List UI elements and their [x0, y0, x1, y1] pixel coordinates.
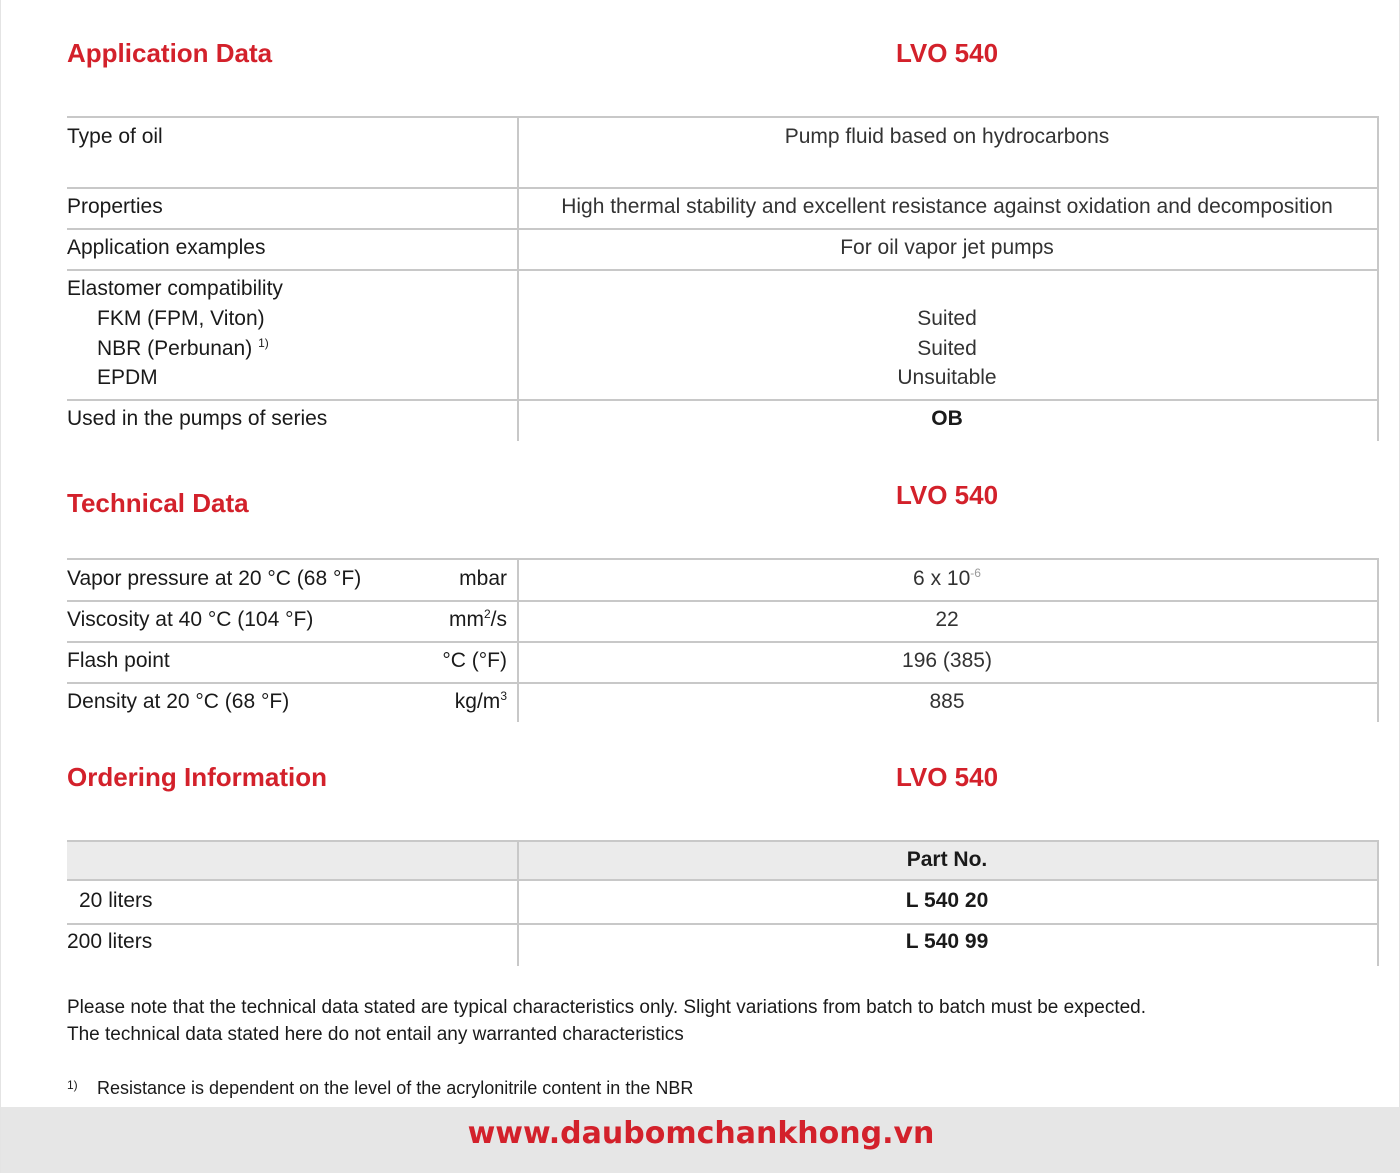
viscosity-unit-base: mm: [448, 608, 484, 631]
nbr-value: Suited: [917, 337, 977, 360]
density-label: Density at 20 °C (68 °F): [67, 690, 290, 713]
table-edge: [1377, 558, 1379, 722]
table-edge: [1377, 840, 1379, 966]
flash-point-unit: °C (°F): [442, 649, 507, 672]
table-rule: [67, 840, 1379, 842]
table-rule: [67, 923, 1379, 925]
properties-value: High thermal stability and excellent resistance against oxidation and decomposition: [561, 195, 1333, 218]
viscosity-unit: [449, 608, 507, 632]
vapor-pressure-base: 6 x 10: [913, 567, 971, 590]
part-no-header: Part No.: [906, 848, 988, 871]
table-rule: [67, 682, 1379, 684]
column-divider: [517, 840, 519, 966]
density-unit-base: kg/m: [454, 690, 501, 713]
note-line-1: Please note that the technical data stated are typical characteristics only. Slight variations from batch to batch must be expected.: [67, 997, 1147, 1018]
viscosity-unit-exponent: 2: [483, 607, 491, 621]
technical-data-title: Technical Data: [67, 488, 249, 518]
pump-series-value: OB: [931, 407, 963, 430]
type-of-oil-value: Pump fluid based on hydrocarbons: [784, 125, 1110, 148]
vapor-pressure-value: [913, 567, 981, 591]
technical-product-heading: LVO 540: [895, 480, 999, 510]
order-20-liters-label: 20 liters: [79, 889, 153, 912]
order-200-liters-part: L 540 99: [905, 930, 989, 953]
vapor-pressure-unit: mbar: [459, 567, 507, 590]
part-no-header-row: [67, 841, 1379, 879]
density-unit: [455, 690, 507, 714]
nbr-label-text: NBR (Perbunan): [97, 337, 253, 360]
footnote-text: Resistance is dependent on the level of the acrylonitrile content in the NBR: [97, 1078, 694, 1098]
table-rule: [67, 399, 1379, 401]
fkm-value: Suited: [917, 307, 977, 330]
order-200-liters-label: 200 liters: [67, 930, 153, 953]
vapor-pressure-exponent: -6: [970, 566, 981, 580]
density-value: 885: [929, 690, 965, 713]
order-20-liters-part: L 540 20: [905, 889, 989, 912]
application-examples-label: Application examples: [67, 236, 266, 259]
table-rule: [67, 187, 1379, 189]
epdm-label: EPDM: [97, 366, 158, 389]
table-edge: [1377, 116, 1379, 441]
epdm-value: Unsuitable: [897, 366, 997, 389]
table-rule: [67, 269, 1379, 271]
note-line-2: The technical data stated here do not entail any warranted characteristics: [67, 1024, 684, 1045]
table-rule: [67, 600, 1379, 602]
properties-label: Properties: [67, 195, 163, 218]
application-examples-value: For oil vapor jet pumps: [840, 236, 1054, 259]
nbr-label: [97, 337, 269, 361]
table-rule: [67, 558, 1379, 560]
table-rule: [67, 879, 1379, 881]
table-rule: [67, 228, 1379, 230]
website-link[interactable]: www.daubomchankhong.vn: [467, 1116, 935, 1151]
table-rule: [67, 116, 1379, 118]
flash-point-value: 196 (385): [902, 649, 992, 672]
ordering-product-heading: LVO 540: [895, 762, 999, 792]
application-data-title: Application Data: [67, 38, 273, 68]
viscosity-unit-tail: /s: [490, 608, 507, 631]
column-divider: [517, 116, 519, 441]
table-rule: [67, 641, 1379, 643]
footnote-ref: 1): [258, 336, 269, 350]
pump-series-label: Used in the pumps of series: [67, 407, 328, 430]
elastomer-compatibility-label: Elastomer compatibility: [67, 277, 283, 300]
viscosity-value: 22: [935, 608, 959, 631]
density-unit-exponent: 3: [500, 689, 507, 703]
type-of-oil-label: Type of oil: [67, 125, 163, 148]
fkm-label: FKM (FPM, Viton): [97, 307, 265, 330]
vapor-pressure-label: Vapor pressure at 20 °C (68 °F): [67, 567, 362, 590]
viscosity-label: Viscosity at 40 °C (104 °F): [67, 608, 314, 631]
flash-point-label: Flash point: [67, 649, 170, 672]
ordering-information-title: Ordering Information: [67, 762, 327, 792]
column-divider: [517, 558, 519, 722]
application-product-heading: LVO 540: [895, 38, 999, 68]
footnote-mark: 1): [67, 1078, 78, 1092]
